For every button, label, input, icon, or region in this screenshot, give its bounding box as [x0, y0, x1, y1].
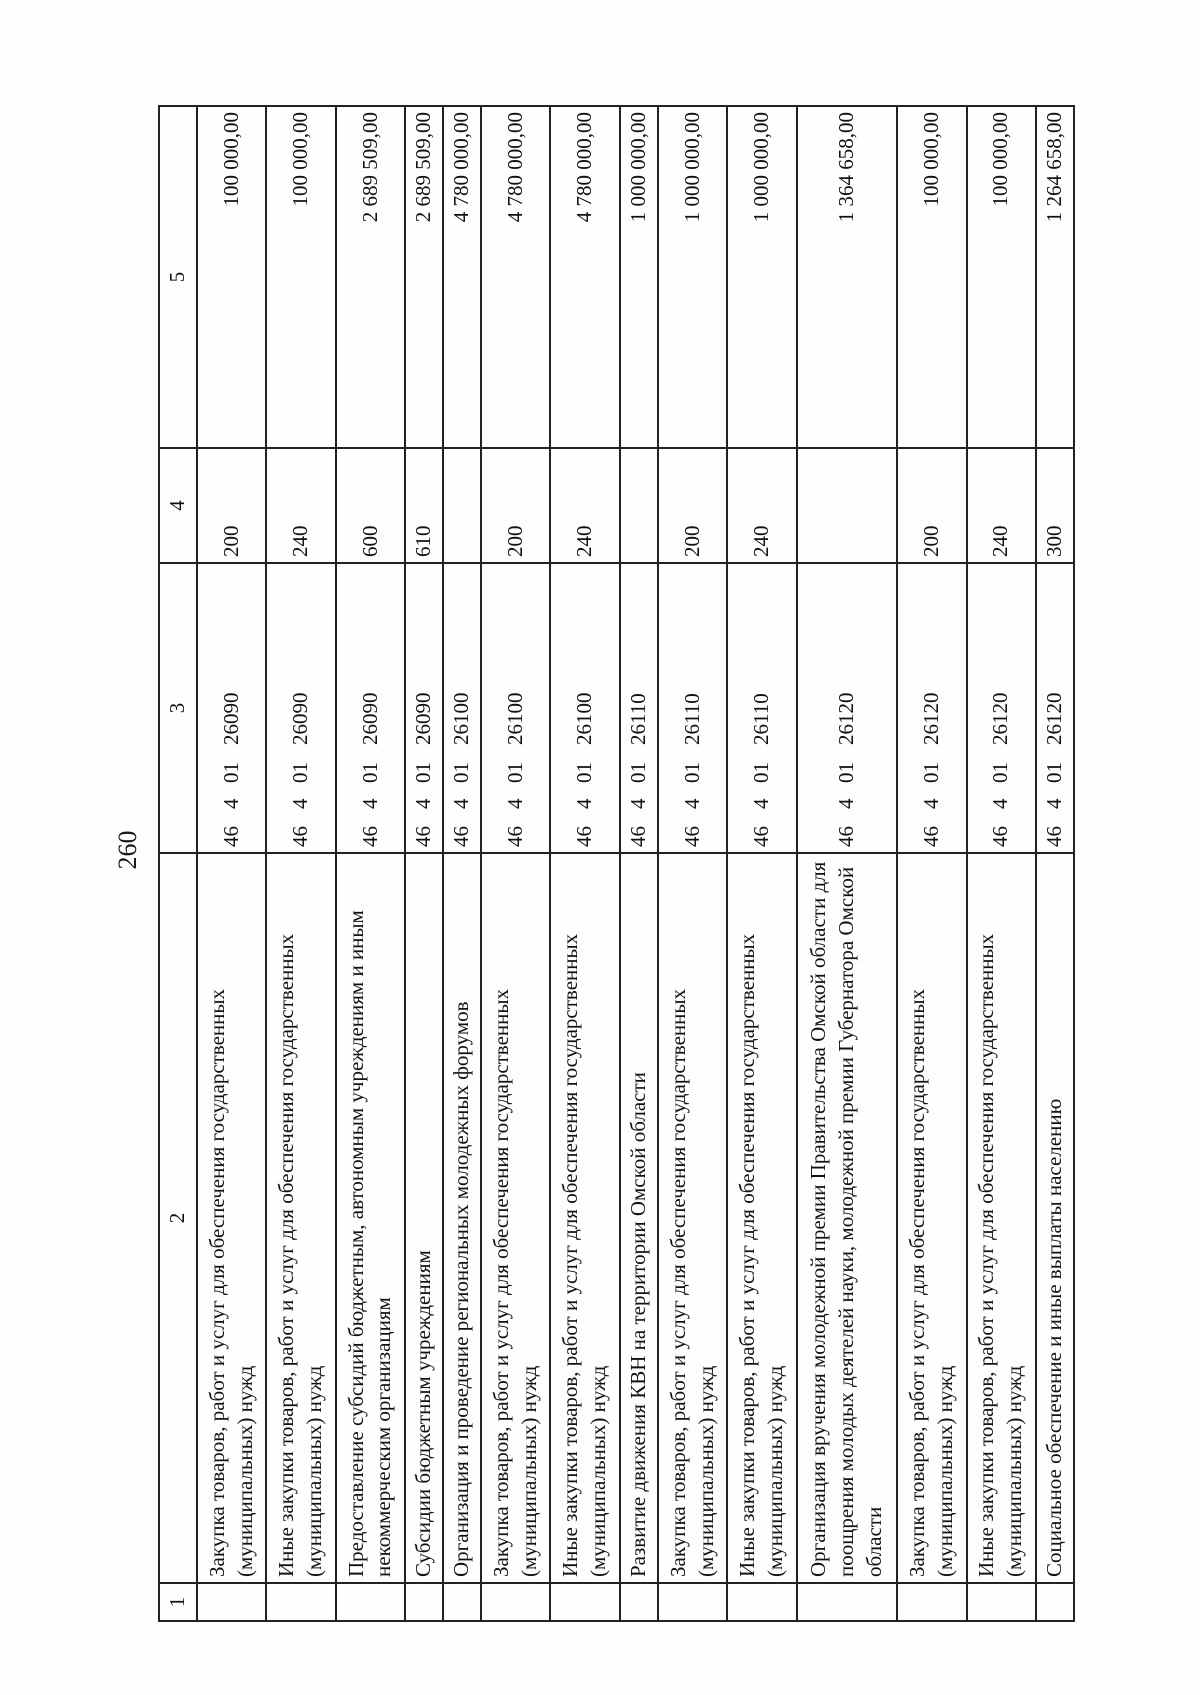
- code-part-1: 46: [834, 826, 858, 847]
- code-part-1: 46: [988, 826, 1013, 847]
- classification-code-cell: [967, 563, 1036, 853]
- amount-cell: 2 689 509,00: [336, 106, 405, 448]
- expense-type-cell: 610: [405, 448, 443, 563]
- item-name-cell: Организация вручения молодежной премии Правительства Омской области для поощрения молодых деятелей науки, молодежной премии Губернатора Омской области: [797, 853, 898, 1583]
- code-part-1: 46: [625, 826, 650, 847]
- amount-cell: 1 000 000,00: [727, 106, 796, 448]
- column-header-1: 1: [159, 1583, 197, 1621]
- code-part-2: 4: [918, 798, 943, 809]
- table-row: [405, 106, 443, 1621]
- code-part-4: 26110: [679, 693, 704, 745]
- code-part-4: 26110: [625, 693, 650, 745]
- amount-cell: 1 364 658,00: [797, 106, 898, 448]
- code-part-4: 26120: [988, 692, 1013, 745]
- table-row: [197, 106, 266, 1621]
- expense-type-cell: 240: [967, 448, 1036, 563]
- row-number-cell: [443, 1583, 481, 1621]
- amount-cell: 4 780 000,00: [481, 106, 550, 448]
- expense-type-cell: 240: [266, 448, 335, 563]
- expense-type-cell: 200: [897, 448, 966, 563]
- table-row: [266, 106, 335, 1621]
- code-part-2: 4: [218, 798, 243, 809]
- classification-code-cell: [550, 563, 619, 853]
- table-row: [727, 106, 796, 1621]
- code-part-2: 4: [625, 798, 650, 809]
- row-number-cell: [727, 1583, 796, 1621]
- expense-type-cell: 240: [550, 448, 619, 563]
- code-part-1: 46: [502, 826, 527, 847]
- page-number: 260: [113, 830, 142, 870]
- code-part-2: 4: [1042, 798, 1067, 809]
- table-row: [620, 106, 658, 1621]
- item-name-cell: Закупка товаров, работ и услуг для обеспечения государственных (муниципальных) нужд: [197, 853, 266, 1583]
- budget-table-body: [159, 106, 1074, 1621]
- row-number-cell: [967, 1583, 1036, 1621]
- amount-cell: 4 780 000,00: [550, 106, 619, 448]
- code-part-3: 01: [218, 762, 243, 783]
- code-part-1: 46: [218, 826, 243, 847]
- classification-code-cell: [620, 563, 658, 853]
- classification-code-cell: [658, 563, 727, 853]
- code-part-4: 26120: [918, 692, 943, 745]
- row-number-cell: [405, 1583, 443, 1621]
- code-part-4: 26090: [218, 692, 243, 745]
- item-name-cell: Закупка товаров, работ и услуг для обеспечения государственных (муниципальных) нужд: [481, 853, 550, 1583]
- code-part-4: 26110: [749, 693, 774, 745]
- code-part-2: 4: [679, 798, 704, 809]
- column-header-2: 2: [159, 853, 197, 1583]
- code-part-1: 46: [357, 826, 382, 847]
- item-name-cell: Иные закупки товаров, работ и услуг для обеспечения государственных (муниципальных) нужд: [266, 853, 335, 1583]
- classification-code-cell: [897, 563, 966, 853]
- amount-cell: 100 000,00: [266, 106, 335, 448]
- classification-code-cell: [443, 563, 481, 853]
- code-part-4: 26100: [572, 692, 597, 745]
- table-row: [897, 106, 966, 1621]
- table-row: [550, 106, 619, 1621]
- code-part-3: 01: [288, 762, 313, 783]
- code-part-1: 46: [918, 826, 943, 847]
- item-name-cell: Развитие движения КВН на территории Омской области: [620, 853, 658, 1583]
- column-header-5: 5: [159, 106, 197, 448]
- classification-code-cell: [797, 563, 898, 853]
- expense-type-cell: [443, 448, 481, 563]
- row-number-cell: [336, 1583, 405, 1621]
- code-part-2: 4: [357, 798, 382, 809]
- code-part-3: 01: [502, 762, 527, 783]
- amount-cell: 4 780 000,00: [443, 106, 481, 448]
- code-part-2: 4: [572, 798, 597, 809]
- row-number-cell: [550, 1583, 619, 1621]
- table-row: [443, 106, 481, 1621]
- item-name-cell: Иные закупки товаров, работ и услуг для обеспечения государственных (муниципальных) нужд: [967, 853, 1036, 1583]
- item-name-cell: Социальное обеспечение и иные выплаты населению: [1036, 853, 1074, 1583]
- item-name-cell: Закупка товаров, работ и услуг для обеспечения государственных (муниципальных) нужд: [897, 853, 966, 1583]
- table-row: [658, 106, 727, 1621]
- row-number-cell: [797, 1583, 898, 1621]
- amount-cell: 1 000 000,00: [620, 106, 658, 448]
- classification-code-cell: [197, 563, 266, 853]
- code-part-2: 4: [988, 798, 1013, 809]
- amount-cell: 100 000,00: [197, 106, 266, 448]
- classification-code-cell: [481, 563, 550, 853]
- code-part-3: 01: [749, 762, 774, 783]
- row-number-cell: [1036, 1583, 1074, 1621]
- code-part-4: 26090: [357, 692, 382, 745]
- code-part-3: 01: [679, 762, 704, 783]
- expense-type-cell: [797, 448, 898, 563]
- code-part-3: 01: [625, 762, 650, 783]
- code-part-2: 4: [411, 798, 436, 809]
- code-part-4: 26090: [288, 692, 313, 745]
- row-number-cell: [197, 1583, 266, 1621]
- column-header-4: 4: [159, 448, 197, 563]
- code-part-1: 46: [749, 826, 774, 847]
- amount-cell: 2 689 509,00: [405, 106, 443, 448]
- code-part-3: 01: [449, 762, 474, 783]
- expense-type-cell: 240: [727, 448, 796, 563]
- code-part-4: 26120: [834, 692, 858, 745]
- amount-cell: 1 000 000,00: [658, 106, 727, 448]
- amount-cell: 100 000,00: [967, 106, 1036, 448]
- expense-type-cell: 300: [1036, 448, 1074, 563]
- code-part-3: 01: [834, 762, 858, 783]
- row-number-cell: [897, 1583, 966, 1621]
- code-part-1: 46: [449, 826, 474, 847]
- expense-type-cell: 600: [336, 448, 405, 563]
- expense-type-cell: 200: [481, 448, 550, 563]
- code-part-1: 46: [288, 826, 313, 847]
- table-row: [336, 106, 405, 1621]
- amount-cell: 100 000,00: [897, 106, 966, 448]
- row-number-cell: [620, 1583, 658, 1621]
- budget-table: [158, 105, 1075, 1622]
- expense-type-cell: 200: [658, 448, 727, 563]
- code-part-3: 01: [357, 762, 382, 783]
- code-part-4: 26100: [502, 692, 527, 745]
- row-number-cell: [266, 1583, 335, 1621]
- code-part-2: 4: [749, 798, 774, 809]
- item-name-cell: Субсидии бюджетным учреждениям: [405, 853, 443, 1583]
- table-row: [797, 106, 898, 1621]
- classification-code-cell: [336, 563, 405, 853]
- code-part-3: 01: [988, 762, 1013, 783]
- code-part-3: 01: [572, 762, 597, 783]
- code-part-2: 4: [834, 798, 858, 809]
- amount-cell: 1 264 658,00: [1036, 106, 1074, 448]
- code-part-4: 26120: [1042, 692, 1067, 745]
- classification-code-cell: [1036, 563, 1074, 853]
- code-part-3: 01: [1042, 762, 1067, 783]
- item-name-cell: Иные закупки товаров, работ и услуг для обеспечения государственных (муниципальных) нужд: [550, 853, 619, 1583]
- code-part-2: 4: [449, 798, 474, 809]
- item-name-cell: Предоставление субсидий бюджетным, автономным учреждениям и иным некоммерческим организациям: [336, 853, 405, 1583]
- code-part-2: 4: [502, 798, 527, 809]
- code-part-3: 01: [918, 762, 943, 783]
- code-part-1: 46: [1042, 826, 1067, 847]
- item-name-cell: Иные закупки товаров, работ и услуг для обеспечения государственных (муниципальных) нужд: [727, 853, 796, 1583]
- code-part-4: 26090: [411, 692, 436, 745]
- table-rotated-container: [158, 107, 1075, 1622]
- item-name-cell: Закупка товаров, работ и услуг для обеспечения государственных (муниципальных) нужд: [658, 853, 727, 1583]
- classification-code-cell: [727, 563, 796, 853]
- expense-type-cell: 200: [197, 448, 266, 563]
- code-part-4: 26100: [449, 692, 474, 745]
- code-part-1: 46: [572, 826, 597, 847]
- item-name-cell: Организация и проведение региональных молодежных форумов: [443, 853, 481, 1583]
- table-row: [481, 106, 550, 1621]
- expense-type-cell: [620, 448, 658, 563]
- table-header-row: [159, 106, 197, 1621]
- table-row: [1036, 106, 1074, 1621]
- classification-code-cell: [266, 563, 335, 853]
- row-number-cell: [481, 1583, 550, 1621]
- table-row: [967, 106, 1036, 1621]
- code-part-3: 01: [411, 762, 436, 783]
- code-part-2: 4: [288, 798, 313, 809]
- code-part-1: 46: [679, 826, 704, 847]
- code-part-1: 46: [411, 826, 436, 847]
- column-header-3: 3: [159, 563, 197, 853]
- classification-code-cell: [405, 563, 443, 853]
- row-number-cell: [658, 1583, 727, 1621]
